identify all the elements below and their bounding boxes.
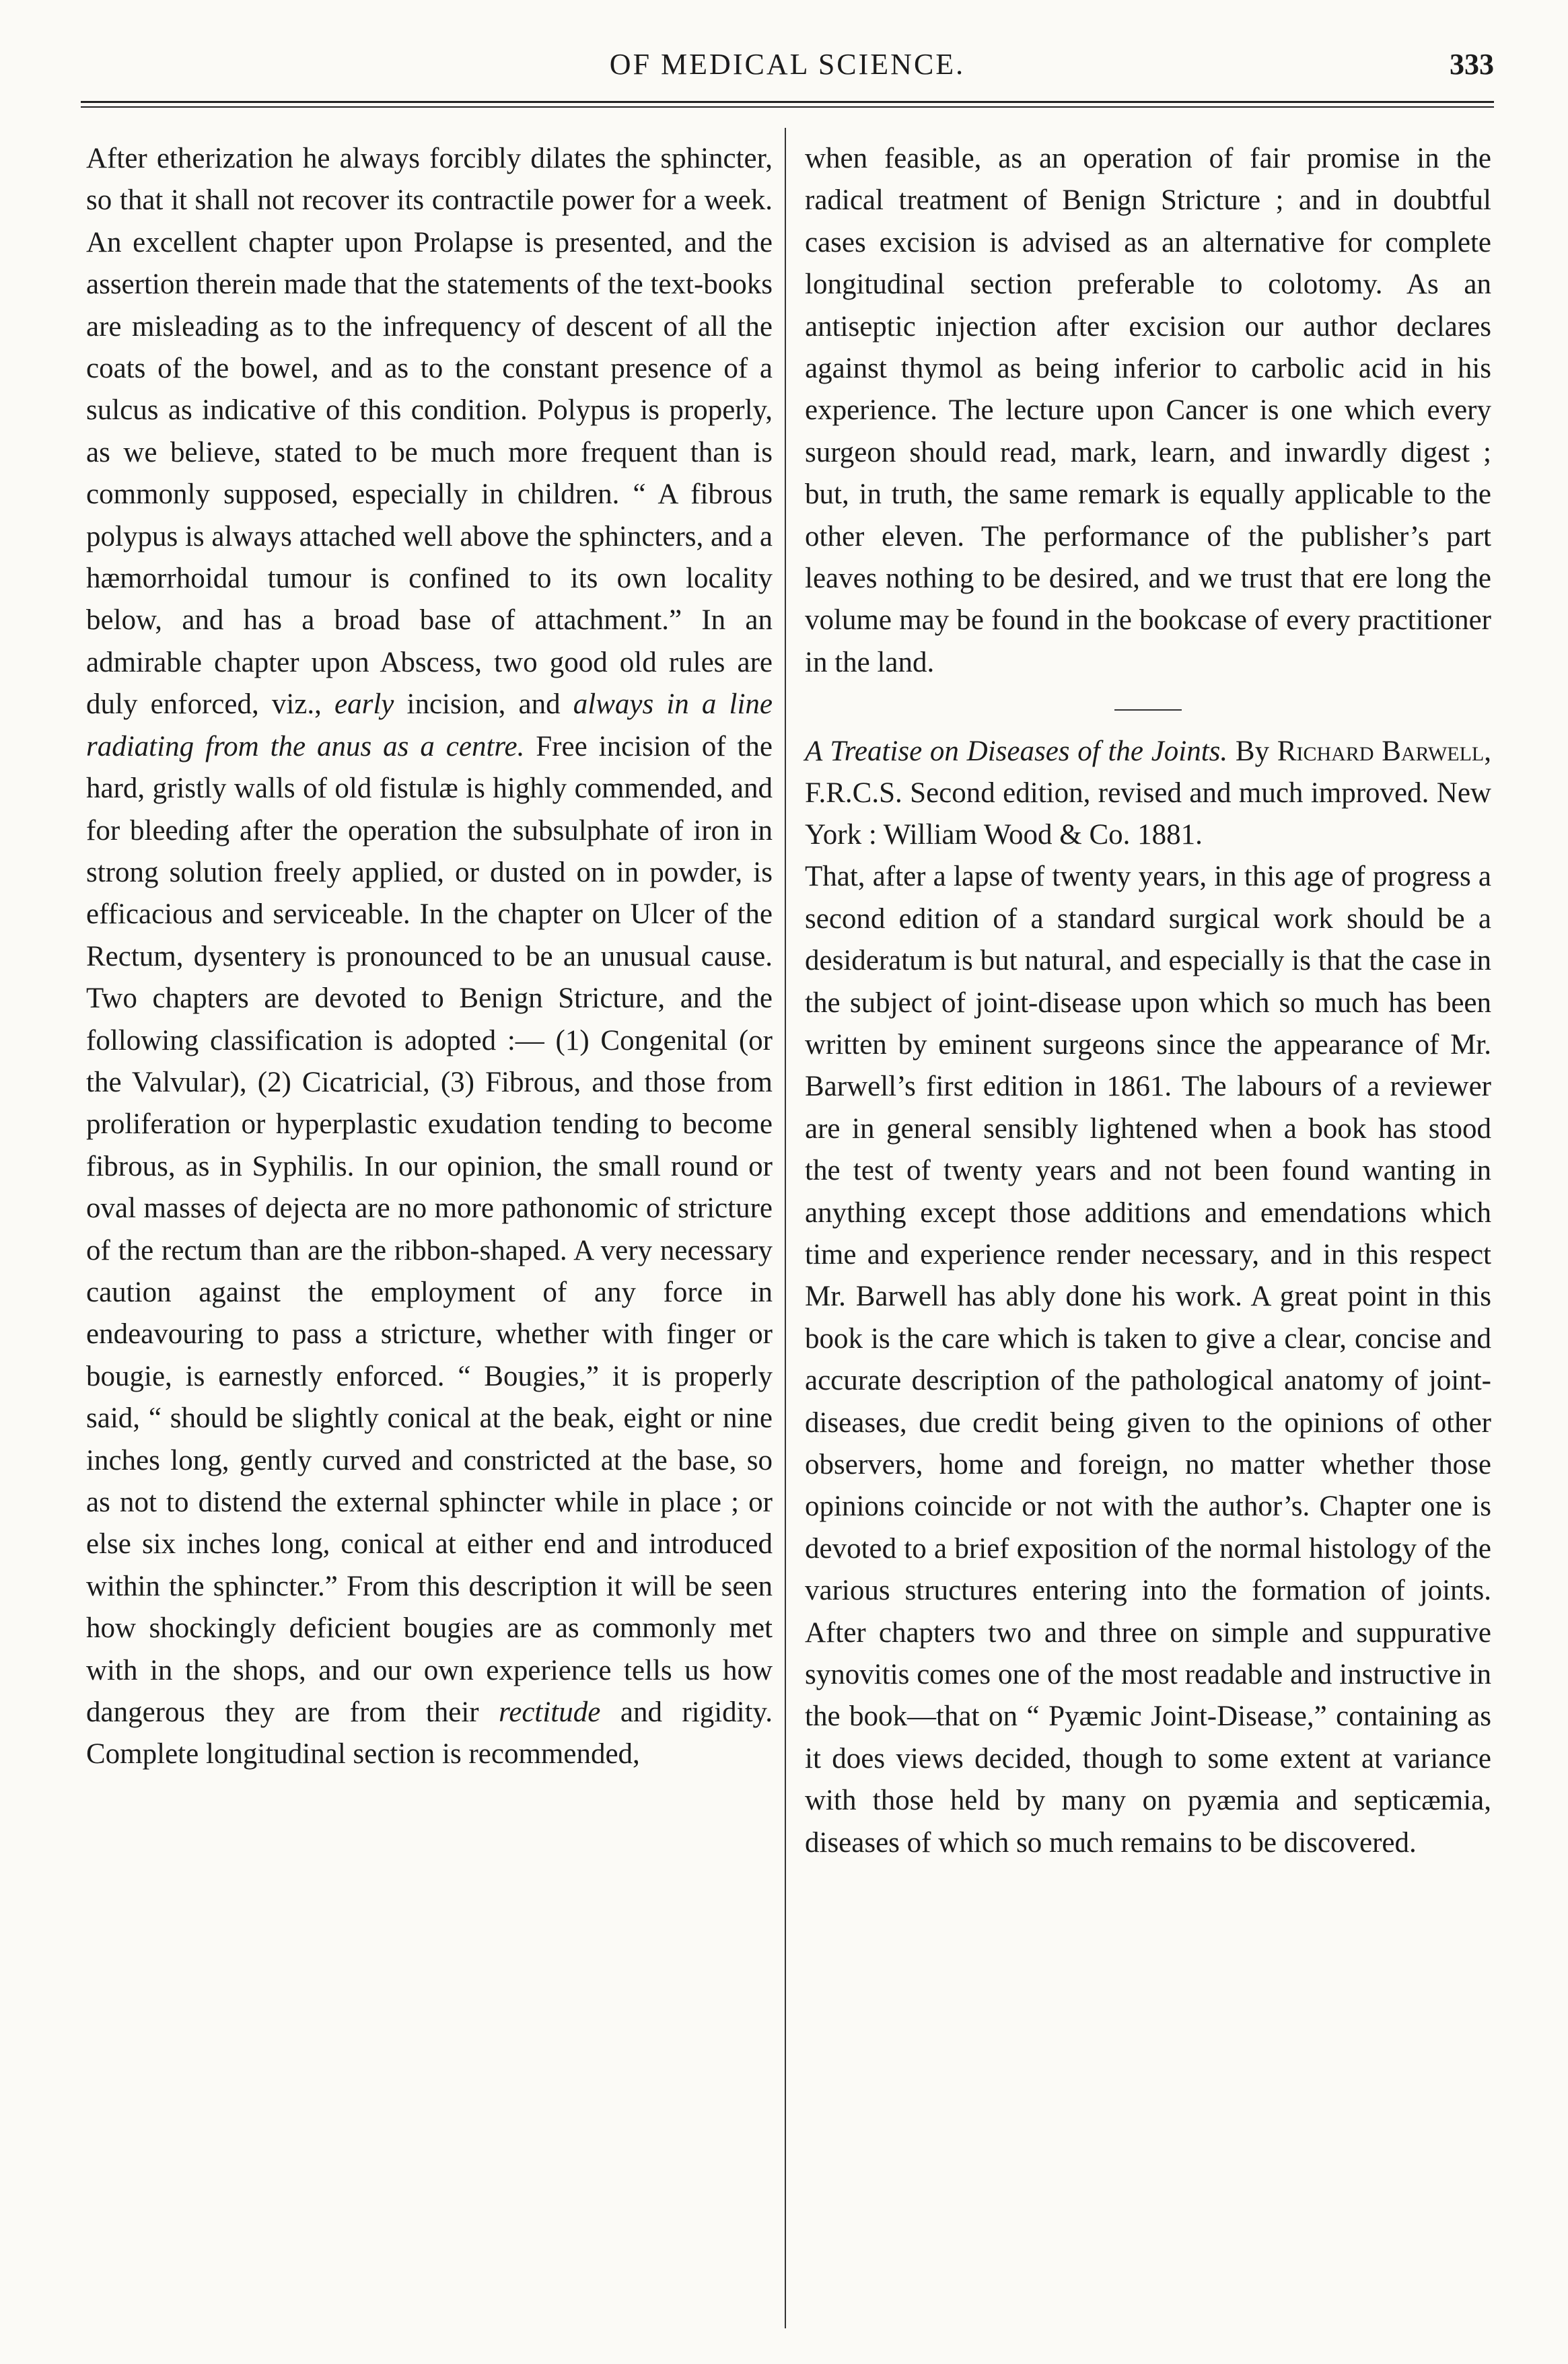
column-divider bbox=[785, 128, 786, 2328]
italic-text: always in a line radiating from the anus as a centre. bbox=[86, 688, 773, 762]
citation-details: F.R.C.S. Second edition, revised and much improved. New York : William Wood & Co. 1881. bbox=[805, 777, 1491, 851]
italic-text: rectitude bbox=[499, 1696, 601, 1729]
header-rule-secondary bbox=[81, 106, 1494, 108]
header-rule bbox=[81, 101, 1494, 103]
review-paragraph: That, after a lapse of twenty years, in this age of progress a second edition of a standard surgical work should be a desideratum is but natural, and especially is that the case in the subject of joint-disease upon which so much has been written by eminent surgeons since the appearance of Mr. Barwell’s first edition in 1861. The labours of a reviewer are in general sensibly lightened when a book has stood the test of twenty years and not been found wanting in anything except those additions and emendations which time and experience render necessary, and in this respect Mr. Barwell has ably done his work. A great point in this book is the care which is taken to give a clear, concise and accurate description of the pathological anatomy of joint-diseases, due credit being given to the opinions of other observers, home and foreign, no matter whether those opinions coincide or not with the author’s. Chapter one is devoted to a brief exposition of the normal histology of the various structures entering into the formation of joints. After chapters two and three on simple and suppurative synovitis comes one of the most readable and instructive in the book—that on “ Pyæmic Joint-Disease,” containing as it does views decided, though to some extent at variance with those held by many on pyæmia and septicæmia, diseases of which so much remains to be discovered. bbox=[805, 861, 1491, 1859]
running-head bbox=[81, 40, 1494, 101]
book-title: A Treatise on Diseases of the Joints. bbox=[805, 736, 1228, 768]
citation-by: By bbox=[1227, 736, 1277, 768]
book-author: Richard Barwell, bbox=[1277, 736, 1491, 768]
book-citation bbox=[805, 731, 1491, 856]
page-number: 333 bbox=[1450, 48, 1494, 81]
left-column bbox=[86, 138, 773, 1776]
text-run: and rigidity. Complete longitudinal section is recommended, bbox=[86, 1696, 773, 1770]
text-run: incision, and bbox=[394, 688, 573, 721]
text-run: Free incision of the hard, gristly walls of old fistulæ is highly commended, and for bleeding after the operation the subsulphate of iron in strong solution freely applied, or dusted on in powder, is efficacious and serviceable. In the chapter on Ulcer of the Rectum, dysentery is pronounced to be an unusual cause. Two chapters are devoted to Benign Stricture, and the following classification is adopted :— (1) Congenital (or the Valvular), (2) Cicatricial, (3) Fibrous, and those from proliferation or hyperplastic exudation tending to become fibrous, as in Syphilis. In our opinion, the small round or oval masses of dejecta are no more pathonomic of stricture of the rectum than are the ribbon-shaped. A very necessary caution against the employment of any force in endeavouring to pass a stricture, whether with finger or bougie, is earnestly enforced. “ Bougies,” it is properly said, “ should be slightly conical at the beak, eight or nine inches long, gently curved and constricted at the base, so as not to distend the external sphincter while in place ; or else six inches long, conical at either end and introduced within the sphincter.” From this description it will be seen how shockingly deficient bougies are as commonly met with in the shops, and our own experience tells us how dangerous they are from their bbox=[86, 730, 773, 1729]
right-paragraph-continued: when feasible, as an operation of fair promise in the radical treatment of Benign Stricture ; and in doubtful cases excision is advised as an alternative for complete longitudinal section preferable to colotomy. As an antiseptic injection after excision our author declares against thymol as being inferior to carbolic acid in his experience. The lecture upon Cancer is one which every surgeon should read, mark, learn, and inwardly digest ; but, in truth, the same remark is equally applicable to the other eleven. The performance of the publisher’s part leaves nothing to be desired, and we trust that ere long the volume may be found in the bookcase of every practitioner in the land. bbox=[805, 143, 1491, 678]
left-paragraph bbox=[86, 138, 773, 1776]
text-run: After etherization he always forcibly dilates the sphincter, so that it shall not recover its contractile power for a week. An excellent chapter upon Prolapse is presented, and the assertion therein made that the statements of the text-books are misleading as to the infrequency of descent of all the coats of the bowel, and as to the constant presence of a sulcus as indicative of this condition. Polypus is properly, as we believe, stated to be much more frequent than is commonly supposed, especially in children. “ A fibrous polypus is always attached well above the sphincters, and a hæmorrhoidal tumour is confined to its own locality below, and has a broad base of attachment.” In an admirable chapter upon Abscess, two good old rules are duly enforced, viz., bbox=[86, 143, 773, 721]
right-column bbox=[805, 138, 1491, 1864]
running-title: OF MEDICAL SCIENCE. bbox=[609, 48, 966, 81]
italic-text: early bbox=[334, 688, 394, 721]
section-separator bbox=[1114, 709, 1182, 711]
